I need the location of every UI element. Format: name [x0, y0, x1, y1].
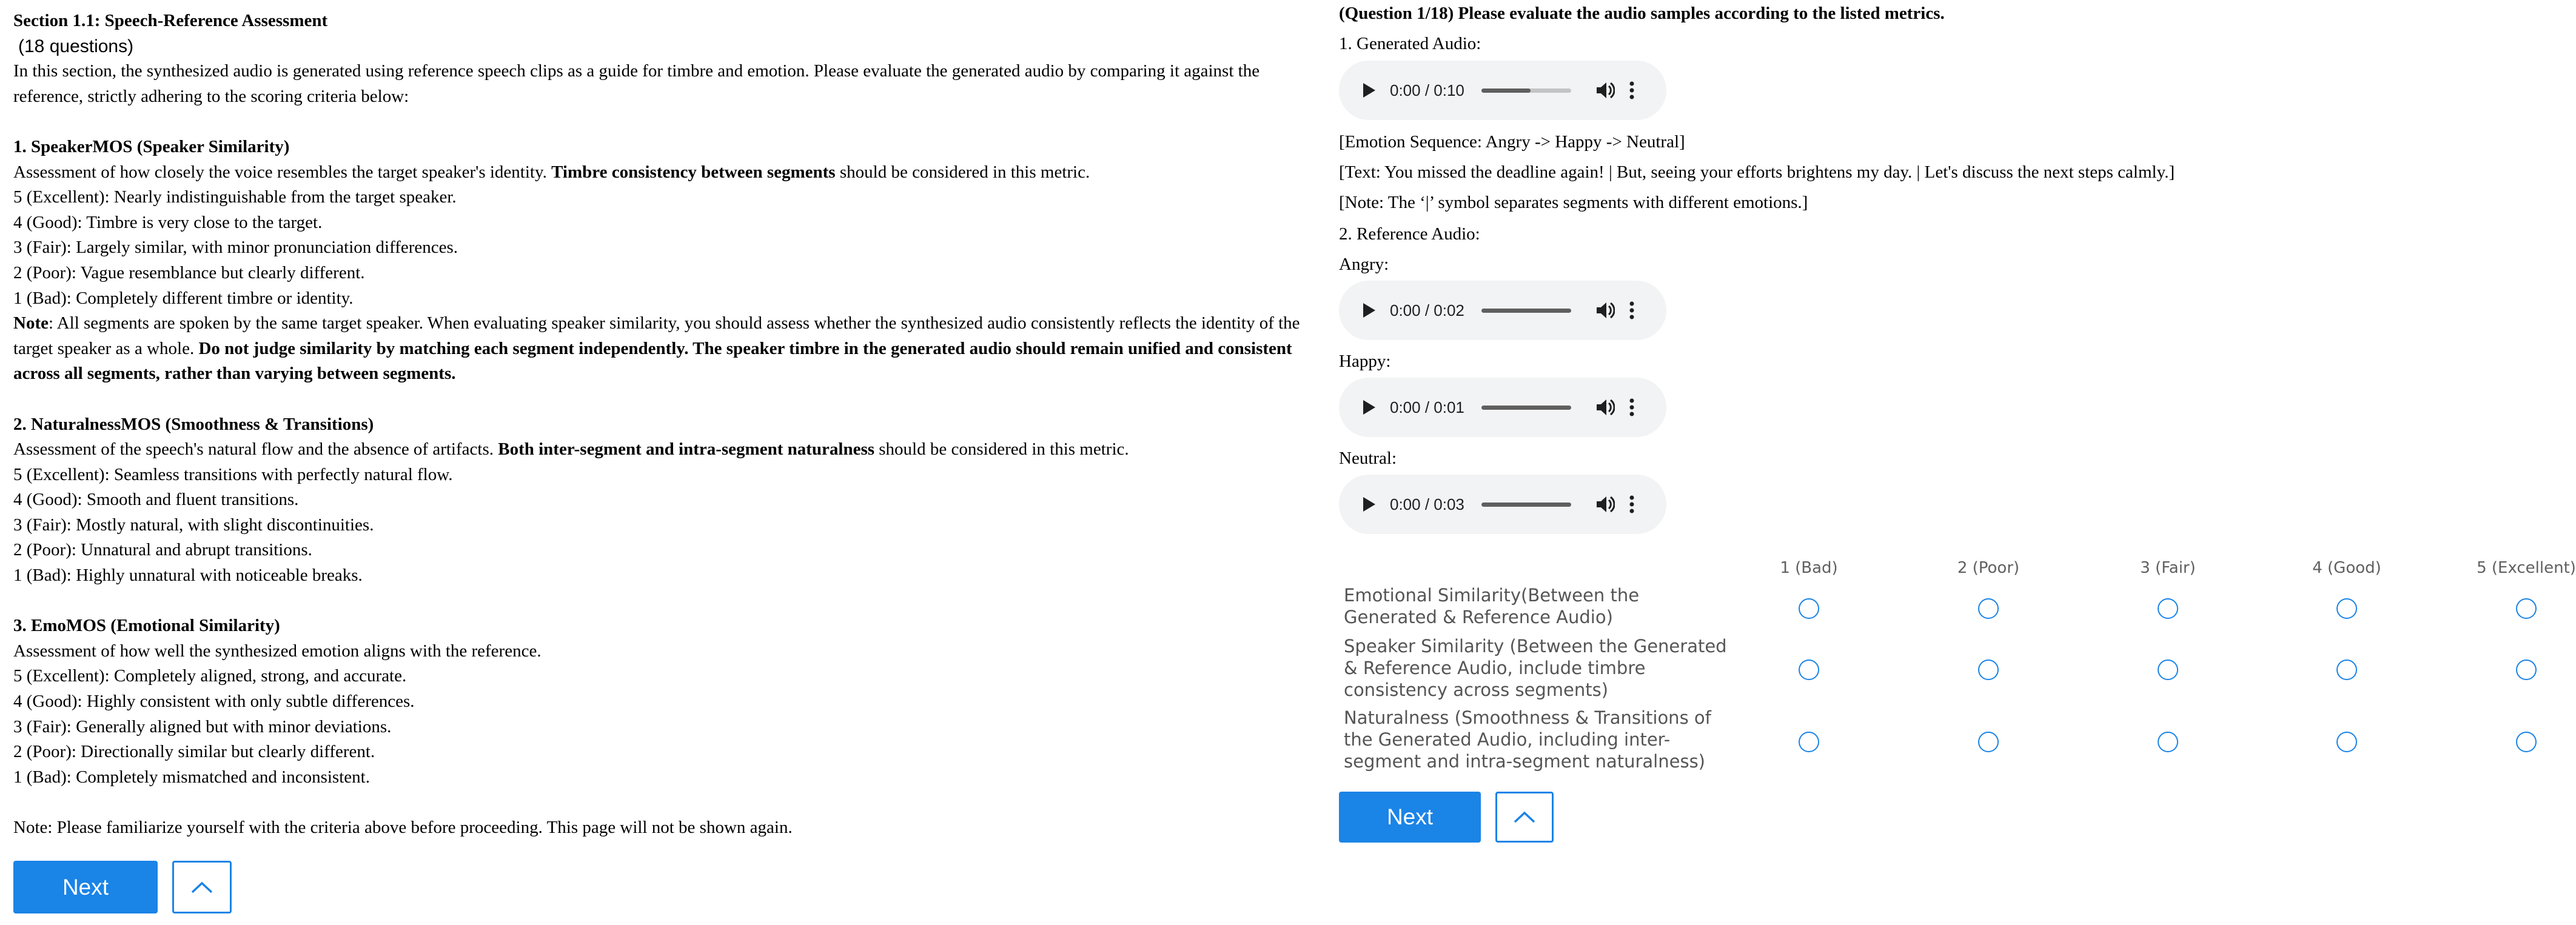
speaker-score-3: 3 (Fair): Largely similar, with minor pronunciation differences.	[13, 238, 458, 258]
audio-progress-track[interactable]	[1481, 88, 1571, 93]
emo-score-3: 3 (Fair): Generally aligned but with minor deviations.	[13, 716, 392, 736]
play-icon[interactable]	[1363, 497, 1375, 512]
radio-naturalness-5[interactable]	[2516, 732, 2537, 752]
speaker-description: Assessment of how closely the voice resembles the target speaker's identity. Timbre consistency between segments should be considered in this metric.	[13, 162, 1090, 182]
emo-description: Assessment of how well the synthesized emotion aligns with the reference.	[13, 641, 542, 661]
more-vertical-icon[interactable]	[1629, 301, 1634, 319]
section-title: Section 1.1: Speech-Reference Assessment	[13, 11, 328, 30]
play-icon[interactable]	[1363, 303, 1375, 318]
radio-naturalness-3[interactable]	[2158, 732, 2178, 752]
text-line: [Text: You missed the deadline again! | But, seeing your efforts brightens my day. | Let's discuss the next steps calmly.]	[1339, 162, 2175, 182]
radio-emotional-2[interactable]	[1978, 598, 1999, 619]
play-icon[interactable]	[1363, 400, 1375, 415]
generated-audio-label: 1. Generated Audio:	[1339, 34, 1481, 53]
final-note: Note: Please familiarize yourself with the criteria above before proceeding. This page will not be shown again.	[13, 818, 793, 837]
radio-naturalness-4[interactable]	[2336, 732, 2357, 752]
radio-speaker-5[interactable]	[2516, 660, 2537, 680]
emo-score-1: 1 (Bad): Completely mismatched and inconsistent.	[13, 767, 370, 787]
audio-progress-track[interactable]	[1481, 503, 1571, 507]
row-label-speaker-similarity: Speaker Similarity (Between the Generated & Reference Audio, include timbre consistency across segments)	[1344, 636, 1727, 700]
volume-icon[interactable]	[1595, 495, 1615, 513]
speaker-note: Note: All segments are spoken by the same target speaker. When evaluating speaker similarity, you should assess whether the synthesized audio consistently reflects the identity of the target speaker as a whole. Do not judge similarity by matching each segment independently. The speaker timbre in the generated audio should remain unified and consistent across all segments, rather than varying between segments.	[13, 313, 1300, 384]
radio-emotional-5[interactable]	[2516, 598, 2537, 619]
row-label-naturalness: Naturalness (Smoothness & Transitions of the Generated Audio, including inter-segment and intra-segment naturalness)	[1344, 707, 1711, 772]
generated-audio-player[interactable]	[1339, 61, 1666, 120]
radio-naturalness-1[interactable]	[1799, 732, 1819, 752]
scroll-up-button[interactable]	[1495, 792, 1554, 843]
chevron-up-icon	[190, 880, 214, 895]
reference-audio-player-happy[interactable]	[1339, 378, 1666, 437]
column-header-4: 4 (Good)	[2312, 559, 2381, 577]
column-header-1: 1 (Bad)	[1780, 559, 1838, 577]
naturalness-score-2: 2 (Poor): Unnatural and abrupt transitions.	[13, 540, 312, 560]
more-vertical-icon[interactable]	[1629, 81, 1634, 99]
naturalness-score-3: 3 (Fair): Mostly natural, with slight discontinuities.	[13, 515, 374, 535]
speaker-score-1: 1 (Bad): Completely different timbre or identity.	[13, 288, 354, 308]
volume-icon[interactable]	[1595, 81, 1615, 99]
reference-audio-player-angry[interactable]	[1339, 281, 1666, 340]
emo-score-4: 4 (Good): Highly consistent with only subtle differences.	[13, 692, 415, 712]
scroll-up-button[interactable]	[172, 861, 232, 913]
speaker-heading: 1. SpeakerMOS (Speaker Similarity)	[13, 136, 290, 156]
radio-naturalness-2[interactable]	[1978, 732, 1999, 752]
column-header-5: 5 (Excellent)	[2477, 559, 2576, 577]
left-button-row	[13, 861, 232, 913]
audio-time: 0:00 / 0:03	[1390, 495, 1464, 513]
emo-heading: 3. EmoMOS (Emotional Similarity)	[13, 616, 280, 636]
more-vertical-icon[interactable]	[1629, 398, 1634, 416]
radio-speaker-4[interactable]	[2336, 660, 2357, 680]
reference-label-angry: Angry:	[1339, 255, 1389, 274]
reference-audio-player-neutral[interactable]	[1339, 475, 1666, 534]
right-button-row	[1339, 792, 1554, 843]
play-icon[interactable]	[1363, 83, 1375, 98]
naturalness-score-5: 5 (Excellent): Seamless transitions with perfectly natural flow.	[13, 464, 453, 484]
radio-emotional-1[interactable]	[1799, 598, 1819, 619]
radio-emotional-3[interactable]	[2158, 598, 2178, 619]
column-header-2: 2 (Poor)	[1957, 559, 2020, 577]
emo-score-2: 2 (Poor): Directionally similar but clearly different.	[13, 742, 375, 762]
reference-audio-label: 2. Reference Audio:	[1339, 224, 1480, 244]
volume-icon[interactable]	[1595, 301, 1615, 319]
question-title: (Question 1/18) Please evaluate the audio samples according to the listed metrics.	[1339, 4, 1945, 23]
radio-emotional-4[interactable]	[2336, 598, 2357, 619]
intro-text: In this section, the synthesized audio is generated using reference speech clips as a guide for timbre and emotion. Please evaluate the generated audio by comparing it against the reference, strictly adhering to the scoring criteria below:	[13, 61, 1260, 106]
radio-speaker-2[interactable]	[1978, 660, 1999, 680]
speaker-score-2: 2 (Poor): Vague resemblance but clearly different.	[13, 262, 365, 282]
row-label-emotional-similarity: Emotional Similarity(Between the Generated & Reference Audio)	[1344, 585, 1640, 627]
question-count: (18 questions)	[18, 36, 134, 56]
audio-time: 0:00 / 0:02	[1390, 301, 1464, 319]
speaker-score-5: 5 (Excellent): Nearly indistinguishable from the target speaker.	[13, 187, 457, 207]
reference-label-happy: Happy:	[1339, 352, 1391, 371]
instructions-panel	[13, 8, 1317, 841]
naturalness-heading: 2. NaturalnessMOS (Smoothness & Transitions)	[13, 414, 374, 434]
audio-progress-track[interactable]	[1481, 406, 1571, 410]
audio-time: 0:00 / 0:10	[1390, 81, 1464, 99]
speaker-score-4: 4 (Good): Timbre is very close to the target.	[13, 212, 323, 232]
next-button[interactable]: Next	[1339, 792, 1481, 843]
note-line: [Note: The ‘|’ symbol separates segments with different emotions.]	[1339, 193, 1808, 212]
naturalness-score-4: 4 (Good): Smooth and fluent transitions.	[13, 490, 299, 510]
radio-speaker-3[interactable]	[2158, 660, 2178, 680]
next-button[interactable]: Next	[13, 861, 158, 913]
column-header-3: 3 (Fair)	[2140, 559, 2196, 577]
audio-progress-track[interactable]	[1481, 309, 1571, 313]
naturalness-score-1: 1 (Bad): Highly unnatural with noticeable breaks.	[13, 566, 363, 586]
emo-score-5: 5 (Excellent): Completely aligned, strong, and accurate.	[13, 666, 407, 686]
chevron-up-icon	[1512, 810, 1537, 824]
more-vertical-icon[interactable]	[1629, 495, 1634, 513]
audio-time: 0:00 / 0:01	[1390, 398, 1464, 416]
reference-label-neutral: Neutral:	[1339, 449, 1397, 468]
volume-icon[interactable]	[1595, 398, 1615, 416]
naturalness-description: Assessment of the speech's natural flow and the absence of artifacts. Both inter-segment and intra-segment naturalness should be considered in this metric.	[13, 439, 1129, 459]
radio-speaker-1[interactable]	[1799, 660, 1819, 680]
emotion-sequence: [Emotion Sequence: Angry -> Happy -> Neutral]	[1339, 132, 1685, 152]
